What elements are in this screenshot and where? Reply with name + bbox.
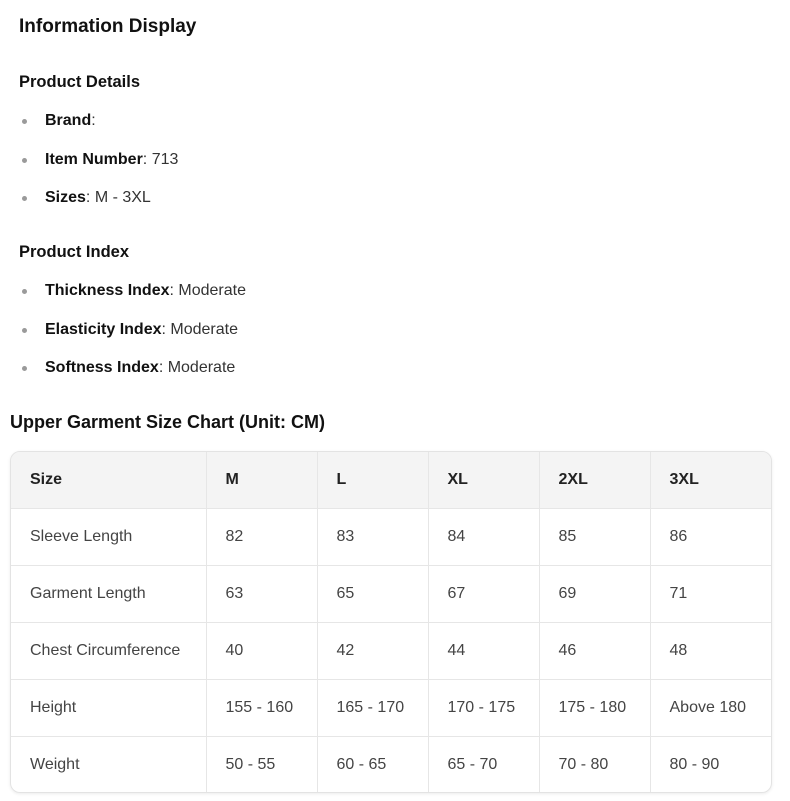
table-cell: 83 [317, 509, 428, 566]
size-chart-table-container [10, 451, 772, 793]
item-value: Moderate [167, 359, 236, 376]
table-row [11, 566, 771, 623]
table-cell: 40 [206, 623, 317, 680]
list-item-elasticity [19, 319, 246, 358]
row-label-cell: Weight [11, 737, 206, 794]
table-cell: 65 [317, 566, 428, 623]
product-details-list [19, 110, 178, 226]
list-item-brand [19, 110, 178, 149]
item-label: Softness Index [45, 359, 159, 376]
item-separator: : [169, 282, 179, 299]
item-label: Brand [45, 112, 92, 129]
table-cell: 48 [650, 623, 771, 680]
item-separator: : [85, 189, 95, 206]
row-label-cell: Sleeve Length [11, 509, 206, 566]
item-value: Moderate [178, 282, 246, 299]
bullet-icon [22, 119, 27, 124]
bullet-icon [22, 196, 27, 201]
column-header-size: Size [11, 452, 206, 509]
column-header-m: M [206, 452, 317, 509]
item-value: Moderate [170, 320, 238, 338]
column-header-3xl: 3XL [650, 452, 771, 509]
list-item-item-number [19, 149, 178, 188]
size-chart-table [11, 452, 771, 793]
product-index-heading: Product Index [19, 243, 130, 261]
table-row [11, 509, 771, 566]
item-separator: : [91, 112, 96, 129]
page-title: Information Display [19, 16, 197, 37]
table-cell: 175 - 180 [539, 680, 650, 737]
item-separator: : [158, 359, 168, 376]
item-label: Item Number [45, 150, 143, 168]
size-chart-title: Upper Garment Size Chart (Unit: CM) [10, 412, 326, 432]
table-header-row [11, 452, 771, 509]
table-cell: 155 - 160 [206, 680, 317, 737]
table-row [11, 680, 771, 737]
item-separator: : [142, 150, 152, 168]
table-cell: 63 [206, 566, 317, 623]
list-item-sizes [19, 187, 178, 226]
table-row [11, 737, 771, 794]
table-cell: 165 - 170 [317, 680, 428, 737]
table-cell: 65 - 70 [428, 737, 539, 794]
bullet-icon [22, 328, 27, 333]
item-label: Thickness Index [45, 282, 170, 299]
column-header-2xl: 2XL [539, 452, 650, 509]
list-item-thickness [19, 280, 246, 319]
row-label-cell: Chest Circumference [11, 623, 206, 680]
table-cell: 67 [428, 566, 539, 623]
row-label-cell: Height [11, 680, 206, 737]
column-header-xl: XL [428, 452, 539, 509]
product-details-heading: Product Details [19, 73, 141, 91]
list-item-softness [19, 357, 246, 396]
table-cell: 60 - 65 [317, 737, 428, 794]
table-cell: 84 [428, 509, 539, 566]
table-row [11, 623, 771, 680]
table-cell: 170 - 175 [428, 680, 539, 737]
product-index-list [19, 280, 246, 396]
item-separator: : [161, 320, 171, 338]
item-label: Sizes [45, 189, 86, 206]
item-value: M - 3XL [94, 189, 151, 206]
bullet-icon [22, 158, 27, 163]
table-cell: 44 [428, 623, 539, 680]
table-cell: 71 [650, 566, 771, 623]
table-cell: 82 [206, 509, 317, 566]
table-cell: 70 - 80 [539, 737, 650, 794]
item-value: 713 [151, 150, 179, 168]
column-header-l: L [317, 452, 428, 509]
table-cell: Above 180 [650, 680, 771, 737]
table-cell: 85 [539, 509, 650, 566]
table-cell: 80 - 90 [669, 756, 720, 773]
table-cell: 69 [539, 566, 650, 623]
row-label-cell: Garment Length [11, 566, 206, 623]
table-cell: 50 - 55 [206, 737, 317, 794]
table-cell: 42 [317, 623, 428, 680]
bullet-icon [22, 366, 27, 371]
bullet-icon [22, 289, 27, 294]
table-cell: 86 [650, 509, 771, 566]
item-label: Elasticity Index [45, 320, 162, 338]
table-cell: 46 [539, 623, 650, 680]
